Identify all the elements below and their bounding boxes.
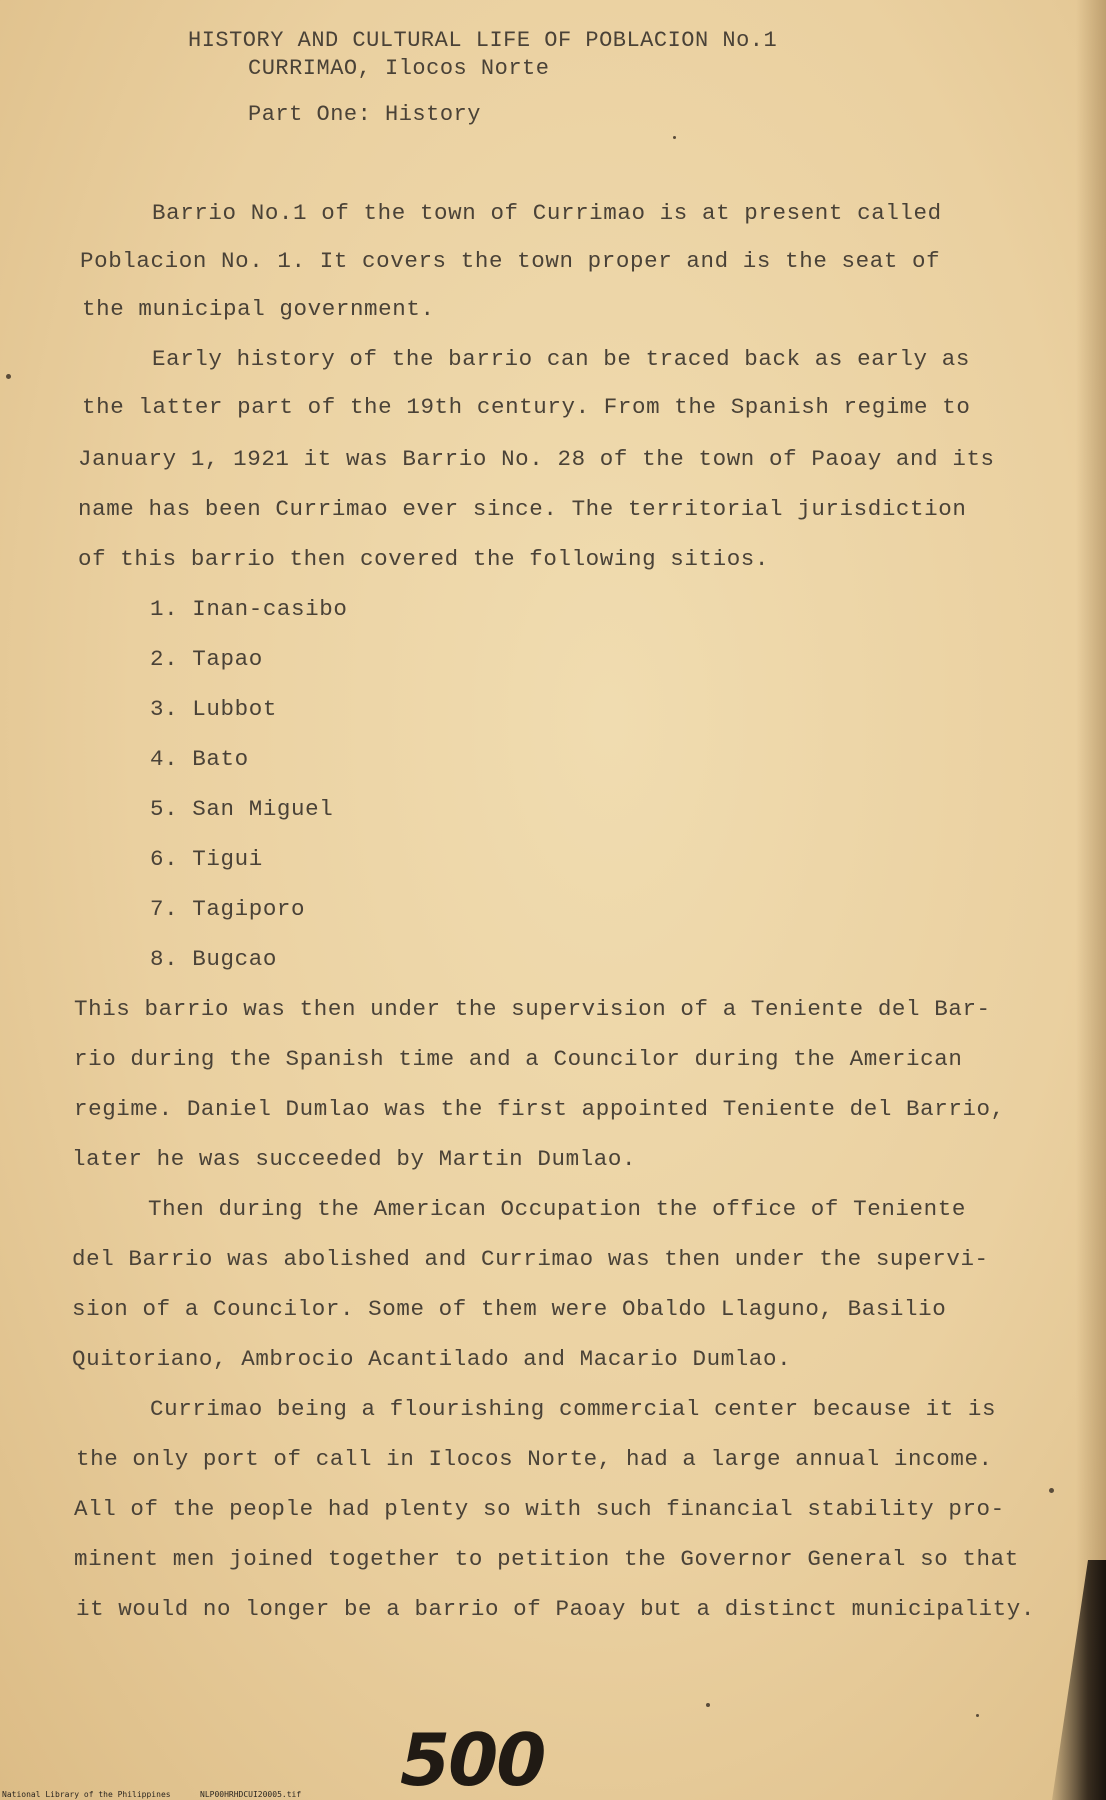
list-item: 1. Inan-casibo [150,596,348,622]
paper-speck [976,1714,979,1717]
list-item: 5. San Miguel [150,796,334,822]
list-item: 4. Bato [150,746,249,772]
text-line: minent men joined together to petition the Governor General so that [74,1546,1019,1572]
page-edge-shadow [1076,0,1106,1800]
title-line-2: CURRIMAO, Ilocos Norte [248,56,550,81]
paper-speck [673,136,676,139]
text-line: del Barrio was abolished and Currimao was then under the supervi- [72,1246,989,1272]
text-line: Barrio No.1 of the town of Currimao is at present called [152,200,942,226]
text-line: Quitoriano, Ambrocio Acantilado and Macario Dumlao. [72,1346,792,1372]
title-line-1: HISTORY AND CULTURAL LIFE OF POBLACION No.1 [188,28,778,53]
text-line: the municipal government. [82,296,435,322]
text-line: name has been Currimao ever since. The territorial jurisdiction [78,496,967,522]
text-line: of this barrio then covered the following sitios. [78,546,770,572]
text-line: sion of a Councilor. Some of them were Obaldo Llaguno, Basilio [72,1296,947,1322]
list-item: 8. Bugcao [150,946,277,972]
text-line: Then during the American Occupation the office of Teniente [148,1196,966,1222]
list-item: 7. Tagiporo [150,896,306,922]
text-line: January 1, 1921 it was Barrio No. 28 of the town of Paoay and its [78,446,995,472]
footer-library: National Library of the Philippines [2,1790,171,1799]
paper-speck [706,1703,710,1707]
page-number-stamp: 500 [400,1718,545,1800]
text-line: All of the people had plenty so with such financial stability pro- [74,1496,1005,1522]
text-line: Poblacion No. 1. It covers the town proper and is the seat of [80,248,941,274]
list-item: 2. Tapao [150,646,263,672]
text-line: it would no longer be a barrio of Paoay but a distinct municipality. [76,1596,1035,1622]
footer-filename: NLP00HRHDCUI20005.tif [200,1790,302,1799]
text-line: Early history of the barrio can be traced back as early as [152,346,970,372]
text-line: regime. Daniel Dumlao was the first appointed Teniente del Barrio, [74,1096,1005,1122]
paper-speck [1049,1488,1054,1493]
text-line: Currimao being a flourishing commercial center because it is [150,1396,997,1422]
text-line: rio during the Spanish time and a Councilor during the American [74,1046,963,1072]
text-line: the only port of call in Ilocos Norte, had a large annual income. [76,1446,993,1472]
text-line: the latter part of the 19th century. From the Spanish regime to [82,394,971,420]
paper-speck [6,374,11,379]
list-item: 6. Tigui [150,846,263,872]
list-item: 3. Lubbot [150,696,277,722]
text-line: This barrio was then under the supervision of a Teniente del Bar- [74,996,991,1022]
part-heading: Part One: History [248,102,481,127]
text-line: later he was succeeded by Martin Dumlao. [72,1146,637,1172]
